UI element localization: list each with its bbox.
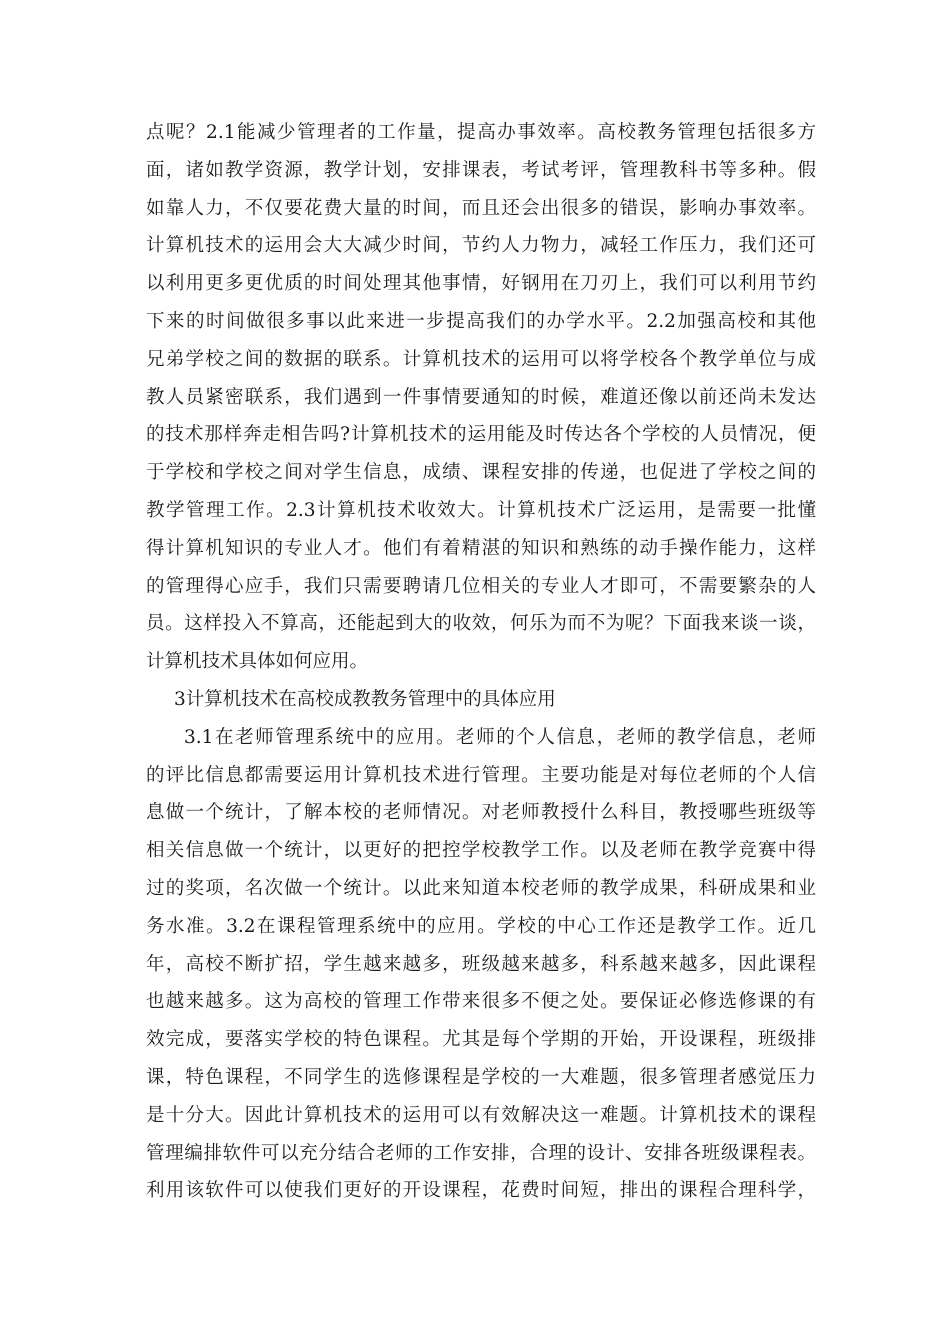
text-line: 是十分大。因此计算机技术的运用可以有效解决这一难题。计算机技术的课程 — [146, 1104, 816, 1126]
text-line: 务水准。3.2在课程管理系统中的应用。学校的中心工作还是教学工作。近几 — [146, 915, 816, 937]
text-line: 于学校和学校之间对学生信息，成绩、课程安排的传递，也促进了学校之间的 — [146, 462, 816, 484]
text-line: 过的奖项，名次做一个统计。以此来知道本校老师的教学成果，科研成果和业 — [146, 877, 816, 899]
text-line: 课，特色课程，不同学生的选修课程是学校的一大难题，很多管理者感觉压力 — [146, 1066, 816, 1088]
text-line: 兄弟学校之间的数据的联系。计算机技术的运用可以将学校各个教学单位与成 — [146, 348, 816, 370]
text-line: 下来的时间做很多事以此来进一步提高我们的办学水平。2.2加强高校和其他 — [146, 310, 816, 332]
text-line: 年，高校不断扩招，学生越来越多，班级越来越多，科系越来越多，因此课程 — [146, 953, 816, 975]
text-line: 的技术那样奔走相告吗?计算机技术的运用能及时传达各个学校的人员情况，便 — [146, 424, 816, 446]
document-page — [146, 114, 816, 1210]
text-line: 教学管理工作。2.3计算机技术收效大。计算机技术广泛运用，是需要一批懂 — [146, 499, 816, 521]
text-line: 得计算机知识的专业人才。他们有着精湛的知识和熟练的动手操作能力，这样 — [146, 537, 816, 559]
text-line: 的评比信息都需要运用计算机技术进行管理。主要功能是对每位老师的个人信 — [146, 764, 816, 786]
text-line: 效完成，要落实学校的特色课程。尤其是每个学期的开始，开设课程，班级排 — [146, 1029, 816, 1051]
text-line: 管理编排软件可以充分结合老师的工作安排，合理的设计、安排各班级课程表。 — [146, 1142, 816, 1164]
text-line: 教人员紧密联系，我们遇到一件事情要通知的时候，难道还像以前还尚未发达 — [146, 386, 816, 408]
paragraph-section-3 — [146, 719, 816, 1210]
text-line: 如靠人力，不仅要花费大量的时间，而且还会出很多的错误，影响办事效率。 — [146, 197, 816, 219]
text-line: 以利用更多更优质的时间处理其他事情，好钢用在刀刃上，我们可以利用节约 — [146, 273, 816, 295]
text-line: 面，诸如教学资源，教学计划，安排课表，考试考评，管理教科书等多种。假 — [146, 159, 816, 181]
text-line: 计算机技术具体如何应用。 — [146, 651, 369, 673]
text-line: 息做一个统计，了解本校的老师情况。对老师教授什么科目，教授哪些班级等 — [146, 802, 816, 824]
text-line: 的管理得心应手，我们只需要聘请几位相关的专业人才即可，不需要繁杂的人 — [146, 575, 816, 597]
section-heading: 3计算机技术在高校成教教务管理中的具体应用 — [174, 688, 556, 710]
text-line: 利用该软件可以使我们更好的开设课程，花费时间短，排出的课程合理科学， — [146, 1180, 816, 1202]
text-line: 3.1在老师管理系统中的应用。老师的个人信息，老师的教学信息，老师 — [184, 726, 816, 748]
text-line: 计算机技术的运用会大大减少时间，节约人力物力，减轻工作压力，我们还可 — [146, 235, 816, 257]
text-line: 也越来越多。这为高校的管理工作带来很多不便之处。要保证必修选修课的有 — [146, 991, 816, 1013]
text-line: 相关信息做一个统计，以更好的把控学校教学工作。以及老师在教学竞赛中得 — [146, 840, 816, 862]
text-line: 点呢？2.1能减少管理者的工作量，提高办事效率。高校教务管理包括很多方 — [146, 122, 816, 143]
paragraph-continuation — [146, 114, 816, 681]
text-line: 员。这样投入不算高，还能起到大的收效，何乐为而不为呢？下面我来谈一谈， — [146, 613, 816, 635]
